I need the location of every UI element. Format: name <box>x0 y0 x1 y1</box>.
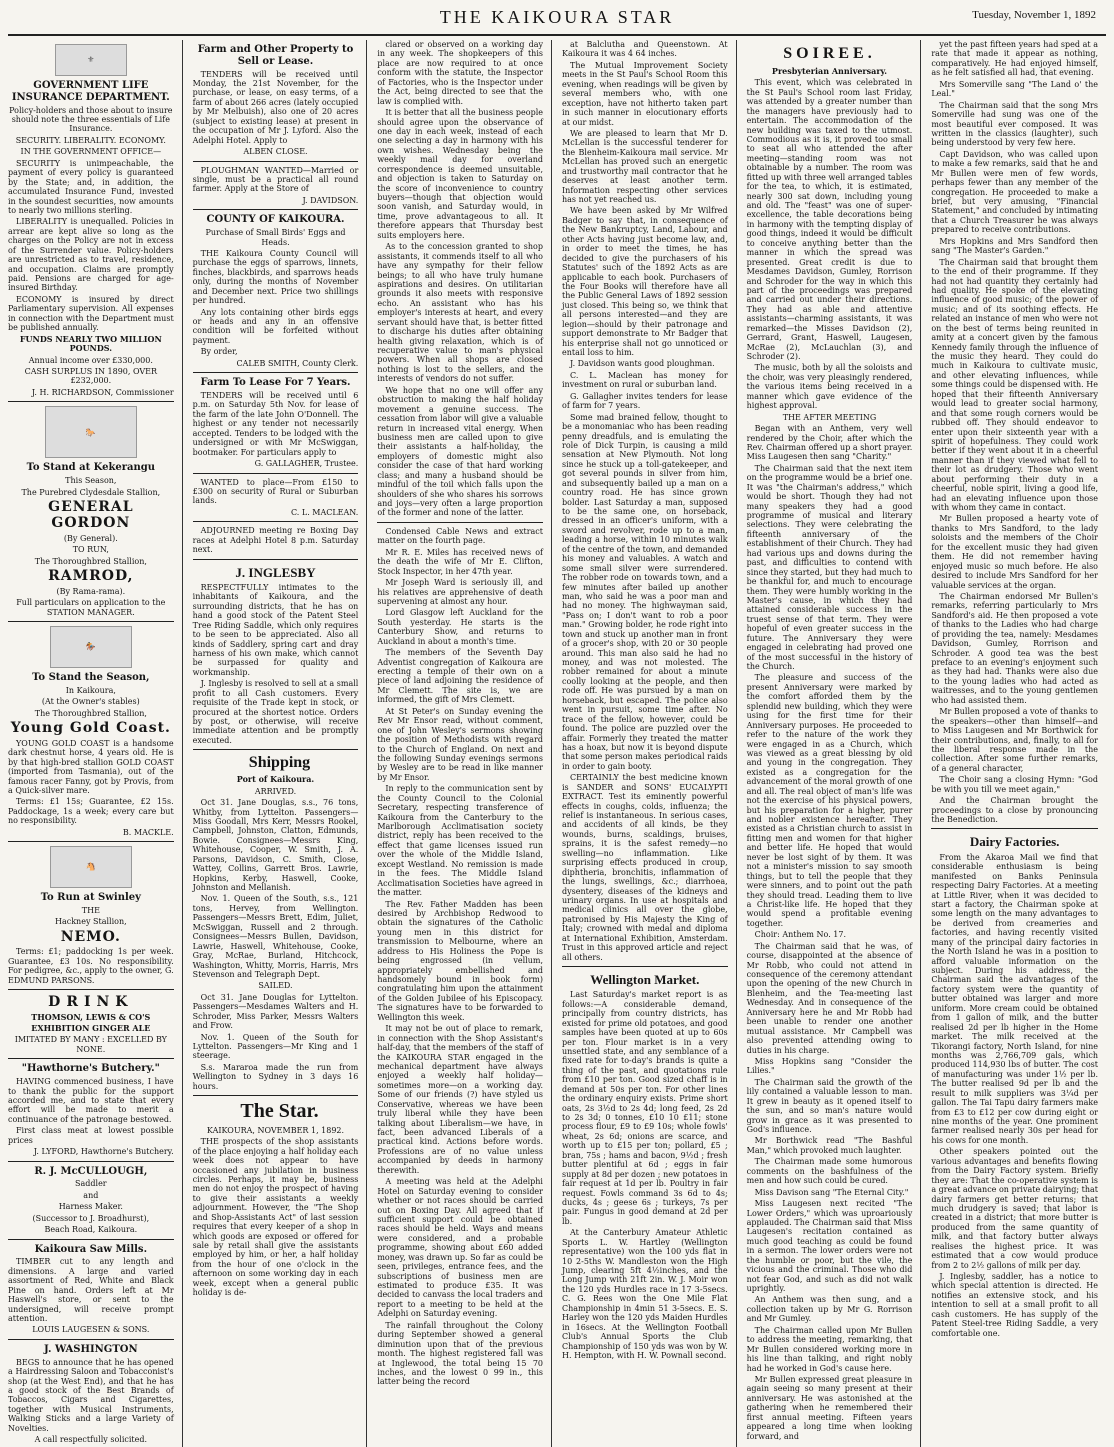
divider <box>8 841 174 842</box>
editorial-paragraph: As to the concession granted to shop assistants, it commends itself to all who have any sympathy for their fellow beings; to all who have truly humane aspirations and desires. On utilitarian grounds it also meets with responsive echo. An assistant who has his employer's interests at heart, and every servant should have that, is better fitted to discharge his duties after obtaining health giving relaxation, which is of recuperative value to man's physical powers. When all shops are closed nothing is lost to the sellers, and the interests of vendors do not suffer. <box>377 242 543 384</box>
ploughman-body: PLOUGHMAN WANTED—Married or single, must be a practical all round farmer. Apply at the Store of <box>192 165 359 194</box>
wellington-market-body: Last Saturday's market report is as follows:—A considerable demand, principally from country districts, has existed for prime old potatoes, and good samples have been quoted at up to 60s per ton. Flour market is in a very unsettled state, and any semblance of a fixed rate for to-day's brands is quite a thing of the past, and quotations rule from £10 per ton. Good sized chaff is in demand at 50s per ton. For other lines the ordinary enquiry exists. Prime short oats, 2s 3½d to 2s 4d; long feed, 2s 2d to 2s 3d; 0 tonnes, £10 10 £11; stone process flour, £9 to £9 10s; whole fowls' wheat, 2s 6d; onions are scarce, and worth up to £15 per ton; pollard, £5 ; bran, 75s ; hams and bacon, 9½d ; fresh butter plentiful at 6d ; eggs in fair supply at 8d per dozen ; new potatoes in fair request at 1d per lb. Poultry in fair request. Fowls command 3s 6d to 4s; ducks, 4s ; geese 6s ; turkeys, 7s per pair. Fungus in good demand at 2d per lb. <box>562 990 728 1226</box>
after-meeting-heading: THE AFTER MEETING <box>782 412 877 422</box>
ship-entry: Oct 31. Jane Douglas for Lyttelton. Passengers—Mesdames Walters and H. Schroder, Miss Parker, Messrs Walters and Frow. <box>192 992 359 1031</box>
to-run: TO RUN, <box>72 545 109 555</box>
news-item: Mr Joseph Ward is seriously ill, and his relatives are apprehensive of death supervening at almost any hour. <box>377 578 543 606</box>
saddler-title: Saddler <box>75 1179 107 1189</box>
stand2-breed: The Thoroughbred Stallion, <box>34 708 147 718</box>
ship-entry: Nov. 1. Queen of the South for Lyttelton. Passengers—Mr King and 1 steerage. <box>192 1032 359 1061</box>
soiree-paragraph: The Chairman said that he was, of course, disappointed at the absence of Mr Robb, who could not attend in consequence of the ceremony attendant upon the opening of the new Church in Blenheim, and the Tea-meeting last Wednesday. And in consequence of the Anniversary here he and Mr Robb had been unable to render one another mutual assistance. Mr Campbell was also prevented attending owing to duties in his charge. <box>746 941 913 1055</box>
thoroughbred-label: The Thoroughbred Stallion, <box>34 556 147 566</box>
divider <box>562 966 728 967</box>
county-signed: CALEB SMITH, County Clerk. <box>236 358 359 368</box>
ship-entry: Nov. 1. Queen of the South, s.s., 121 tons, Hervey, from Wellington. Passengers—Messrs Brett, Edim, Juliet, McSwiggan, Russell and 2 through. Consignees—Messrs Bullen, Davidson, Lawrie, Haswell, Whitehouse, Cooke, Gray, McRae, Burland, Hitchcock, Washington, Whitty, Morris, Harris, Mrs Stevenson and Telegraph Dept. <box>192 894 359 979</box>
shipping-sailed: SAILED. <box>258 981 293 991</box>
gov-income: Annual income over £330,000. <box>28 355 153 365</box>
hackney-horse-icon: 🐴 <box>50 846 132 888</box>
farm-body: TENDERS will be received until Monday, the 21st November, for the purchase, or lease, on easy terms, of a farm of about 266 acres (lately occupied by Mr Melbuish), also one of 20 acres (subject to existing lease) at present in the occupation of Mr J. Lyford. Also the Adelphi Hotel. Apply to <box>192 69 359 145</box>
news-item: CERTAINLY the best medicine known is SANDER and SONS' EUCALYPTI EXTRACT. Test its eminently powerful effects in coughs, colds, influenza; the relief is instantaneous. In serious cases, and accidents of all kinds, be they wounds, burns, scaldings, bruises, sprains, it is the safest remedy—no swelling—no inflammation. Like surprising effects produced in croup, diphtheria, bronchitis, inflammation of the lungs, swellings, &c.; diarrhoea, dysentery, diseases of the kidneys and urinary organs. In use at hospitals and medical clinics all over the globe, patronised by His Majesty the King of Italy; crowned with medal and diploma at International Exhibition, Amsterdam. Trust in this approved article and reject all others. <box>562 773 728 962</box>
clydesdale-horse-icon: 🐎 <box>45 406 137 458</box>
stand2-place: In Kaikoura, <box>65 685 116 695</box>
drink-heading: DRINK <box>48 994 134 1011</box>
news-item: J. Davidson wants good ploughman. <box>570 359 715 369</box>
editorial-paragraph: It is better that all the business people should agree upon the observance of one day in each week, instead of each one selecting a day in harmony with his own wishes. Wednesday being the weekly mail day for overland correspondence is deemed unsuitable, and objection is taken to Saturday on the score of inconvenience to country buyers—though that objection would soon vanish, and Saturday would, in time, prove advantageous to all. It therefore appears that Thursday best suits employers here. <box>377 108 543 240</box>
soiree-paragraph: The Chairman made some humorous comments on the bashfulness of the men and how such could be cured. <box>746 1157 913 1186</box>
divider <box>8 1161 174 1162</box>
county-by: By order, <box>200 347 238 357</box>
news-item: G. Gallagher invites tenders for lease of farm for 7 years. <box>562 391 728 411</box>
drink-motto: IMITATED BY MANY : EXCELLED BY NONE. <box>14 1035 167 1054</box>
county-body: THE Kaikoura County Council will purchase the eggs of sparrows, linnets, finches, blackbirds, and sparrows heads only, during the months of November and December next. Price two shillings per hundred. <box>192 248 359 306</box>
issue-date: Tuesday, November 1, 1892 <box>972 9 1096 21</box>
divider <box>193 161 359 162</box>
soiree-paragraph: And the Chairman brought the proceedings to a close by pronouncing the Benediction. <box>931 796 1098 824</box>
news-item: At St Peter's on Sunday evening the Rev Mr Ensor read, without comment, one of John Wesley's sermons showing the position of Methodists with regard to the Church of England. On next and the following Sunday evenings sermons by Wesley are to be read in like manner by Mr Ensor. <box>377 706 543 782</box>
newspaper-title: THE KAIKOURA STAR <box>439 6 675 27</box>
column-4 <box>562 40 737 1447</box>
dairy-factories-title: Dairy Factories. <box>969 834 1060 850</box>
soiree-paragraph: Miss Davison sang "The Eternal City." <box>754 1187 909 1197</box>
soiree-paragraph: Mr Bullen proposed a hearty vote of thanks to Mrs Sandford, to the lady soloists and the members of the Choir for the excellent music they had given them. He did not remember having enjoyed music so much before. He also desired to include Mrs Sandford for her valuable services at the organ. <box>931 514 1098 590</box>
royal-crest-icon: ⚜ <box>55 44 127 76</box>
news-item: Lord Glasgow left Auckland for the South yesterday. He starts is the Canterbury Show, and returns to Auckland in about a month's time. <box>377 608 543 646</box>
news-item: We are pleased to learn that Mr D. McLellan is the successful tenderer for the Blenheim-Kaikoura mail service. Mr McLellan has proved such an energetic and trustworthy mail contractor that he deserves at least another term. Information respecting other services has not yet reached us. <box>562 128 728 204</box>
divider <box>193 521 359 522</box>
saddler-address: Beach Road, Kaikoura. <box>44 1225 138 1235</box>
gov-insurance-subtitle: Policy-holders and those about to insure should note the three essentials of Life Insurance. <box>9 105 173 134</box>
divider <box>193 559 359 560</box>
soiree-paragraph: The Chairman said that the next item on the programme would be a brief one. It was "the Chairman's address," which would be short. Though they had not many speakers they had a good programme of musical and literary selections. They were celebrating the fifteenth anniversary of the establishment of their Church. They had had various ups and downs during the past, and difficulties to contend with since they started, but they had much to be thankful for, and much to encourage them. They were humbly working in the Master's cause, in which they had attained considerable success in the truest sense of that term. They were hopeful of even greater success in the future. The Anniversary they were engaged in celebrating had proved one of the most successful in the history of the Church. <box>746 463 913 671</box>
column-6 <box>931 40 1106 1447</box>
divider <box>8 401 174 402</box>
soiree-paragraph: Mrs Somerville sang "The Land o' the Leal." <box>931 79 1098 99</box>
farm-title: Farm and Other Property to Sell or Lease. <box>197 44 354 67</box>
gov-insurance-office: IN THE GOVERNMENT OFFICE— <box>20 147 162 157</box>
shipping-title: Shipping <box>248 754 311 772</box>
editorial-paragraph: clared or observed on a working day in any week. The shopkeepers of this place are now required to at once conform with the statute, the Inspector of Factories, who is the Inspector under the Act, being directed to see that the law is complied with. <box>377 40 543 106</box>
soiree-paragraph: The music, both by all the soloists and the choir, was very pleasingly rendered, the various items being received in a manner which gave evidence of the highest approval. <box>746 363 913 411</box>
divider <box>8 1058 174 1059</box>
news-item: The rainfall throughout the Colony during September showed a general diminution upon that of the previous month. The highest registered fall was at Inglewood, the total being 15 70 inches, and the lowest 0 99 in., this latter being the record <box>377 1320 543 1387</box>
news-item: We have been asked by Mr Wilfred Badger to say that, in consequence of the New Bankruptcy, Land, Labour, and other Acts having just become law, and, in order to meet the times, he has decided to give the purchasers of his Statutes' such of the 1892 Acts as are applicable to each book. Purchasers of the Four Books will therefore have all the Public General Laws of 1892 session just closed. This being so, we think that all persons interested—and they are legion—should by their patronage and support demonstrate to Mr Badger that his enterprise shall not go unnoticed or entail loss to him. <box>562 206 728 357</box>
wellington-market-title: Wellington Market. <box>590 972 700 987</box>
divider <box>193 749 359 750</box>
gov-insurance-motto: SECURITY. LIBERALITY. ECONOMY. <box>15 135 166 145</box>
gov-surplus: CASH SURPLUS IN 1890, OVER £232,000. <box>24 366 158 386</box>
washington-end: A call respectfully solicited. <box>34 1435 148 1445</box>
divider <box>8 621 174 622</box>
drink-product: EXHIBITION GINGER ALE <box>31 1023 151 1034</box>
nemo-name: NEMO. <box>60 928 121 945</box>
soiree-paragraph: Miss Laugesen next recited "The Lower Orders," which was uproariously applauded. The Chairman said that Miss Laugesen's recitation contained as much good teaching as could be found in a sermon. The lower orders were not the humble or poor, but the vile, the vicious and the criminal. Those who did not fear God, and such as did not walk uprightly. <box>746 1199 913 1293</box>
drink-firm: THOMSON, LEWIS & CO'S <box>31 1011 151 1022</box>
gov-economy: ECONOMY is insured by direct Parliamentary supervision. All expenses in connection with the Department must be published annually. <box>8 294 174 333</box>
lease-body: TENDERS will be received until 6 p.m. on Saturday 5th Nov. for lease of the farm of the late John O'Donnell. The highest or any tender not necessarily accepted. Tenders to be lodged with the undersigned or with Mr McSwiggan, bootmaker. For particulars apply to <box>192 391 359 457</box>
soiree-paragraph: Capt Davidson, who was called upon to make a few remarks, said that he and Mr Bullen were men of few words, perhaps fewer than any member of the congregation. He proceeded to make a brief, but very amusing, "Financial Statement," and concluded by intimating that a Church Treasurer he was always prepared to receive contributions. <box>931 149 1099 235</box>
ramrod-name: RAMROD, <box>48 568 134 585</box>
soiree-paragraph: Began with an Anthem, very well rendered by the Choir, after which the Rev. Chairman offered up a short prayer. Miss Laugesen then sang "Charity." <box>746 424 913 462</box>
butchery-body: HAVING commenced business, I have to thank the public for the support accorded me, and to state that every effort will be made to merit a continuance of the patronage bestowed. <box>8 1077 174 1124</box>
divider <box>193 372 359 373</box>
soiree-paragraph: Mrs Hopkins and Mrs Sandford then sang "The Master's Garden." <box>931 236 1098 256</box>
gov-funds: FUNDS NEARLY TWO MILLION POUNDS. <box>19 333 162 354</box>
news-item: Some mad brained fellow, thought to be a monomaniac who has been reading penny dreadfuls, and is emulating the role of Dick Turpin, is causing a mild sensation at New Plymouth. Not long since he stuck up a toll-gatekeeper, and got several pounds in silver from him, and subsequently bailed up a man on a country road. He has since grown bolder. Last Saturday a man, supposed to be the same one, on horseback, dressed in an officer's uniform, with a sword and revolver, rode up to a man, leading a horse, within 10 minutes walk of the centre of the town, and demanded his money and valuables. A watch and some small silver were surrendered. The robber rode on towards town, and a few minutes after bailed up another man, who said he was a poor man and had no money. The highwayman said, "Pass on; I don't want to rob a poor man." Growing bolder, he rode right into town and stuck up another man in front of a grocer's shop, with 20 or 30 people around. This man also said he had no money, and was not molested. The robber remained for about a minute coolly looking at the people, and then rode off. He was pursued by a man on horseback, but escaped. The police also went in pursuit, some time after. No trace of the fellow, however, could be found. The police are puzzled over the affair. Formerly they treated the matter has a hoax, but now it is beyond dispute that some person makes periodical raids in order to gain booty. <box>562 412 728 771</box>
saddler-and: and <box>83 1190 99 1200</box>
sawmills-body: TIMBER cut to any length and dimensions. A large and varied assortment of Red, White and Black Pine on hand. Orders left at Mr Haswell's store, or sent to the undersigned, will receive prompt attention. <box>8 1257 174 1324</box>
shipping-port: Port of Kaikoura. <box>236 774 315 785</box>
butchery-title: "Hawthorne's Butchery." <box>21 1063 160 1075</box>
soiree-paragraph: Choir: Anthem No. 17. <box>754 930 847 940</box>
sawmills-title: Kaikoura Saw Mills. <box>34 1243 148 1255</box>
divider <box>193 473 359 474</box>
ramrod-by: (By Rama-rama). <box>56 586 126 596</box>
athletics-body: At the Canterbury Amateur Athletic Sports L. W. Hartley (Wellington representative) won the 100 yds flat in 10 2-5ths W. Mandleston won the High Jump, clearing 5ft 4½inches, and the Long Jump with 21ft 2in. W. J. Moir won the 120 yds Hurdles race in 17 3-5secs. C. G. Rees won the One Mile Flat Championship in 4min 51 3-5secs. E. S. Harley won the 120 yds Maiden Hurdles in 16secs. At the Wellington Football Club's Annual Sports the Club Championship of 150 yds was won by W. H. Hempton, with H. W. Pownall second. <box>562 1228 728 1360</box>
news-item: In reply to the communication sent by the County Council to the Colonial Secretary, respecting transference of Kaikoura from the Canterbury to the Marlborough Acclimatisation society district, reply has been received to the effect that game licenses issued run over the whole of the Middle Island, except Westland. No remission is made in the fees. The Middle Island Acclimatisation Societies have agreed in the matter. <box>377 784 543 898</box>
county-subtitle: Purchase of Small Birds' Eggs and Heads. <box>205 228 346 247</box>
washington-body: BEGS to announce that he has opened a Hairdressing Saloon and Tobacconist's shop (at the West End), and that he has a good stock of the Best Brands of Tobaccos, Cigars and Cigarettes, together with Musical Instruments, Walking Sticks and a large Variety of Novelties. <box>8 1357 174 1433</box>
column-1 <box>8 40 183 1447</box>
inglesby-body: RESPECTFULLY intimates to the inhabitants of Kaikoura, and the surrounding districts, that he has on hand a good stock of the Patent Steel Tree Riding Saddle, which only requires to be seen to be appreciated. Also all kinds of Saddlery, spring cart and dray harness of his own make, which cannot be surpassed for quality and workmanship. <box>192 582 359 677</box>
soiree-paragraph: An Anthem was then sung, and a collection taken up by Mr G. Rorrison and Mr Gumley. <box>746 1295 913 1324</box>
sawmills-signed: LOUIS LAUGESEN & SONS. <box>32 1325 150 1335</box>
news-item: It may not be out of place to remark, in connection with the Shop Assistant's half-day, that the members of the staff of the KAIKOURA STAR engaged in the mechanical department have always enjoyed a weekly half holiday—sometimes more—on a working day. Some of our friends (?) have styled us Conservative, whereas we have been truly liberal while they have been talking about Liberalism—we have, in fact, been advanced Liberals of a practical kind. Actions before words. Professions are of no value unless accompanied by deeds in harmony therewith. <box>377 1024 543 1175</box>
column-3 <box>377 40 552 1447</box>
stand1-breed: The Purebred Clydesdale Stallion, <box>21 487 161 497</box>
ship-entry: Oct 31. Jane Douglas, s.s., 76 tons, Whitby, from Lyttelton. Passengers—Miss Goodall, Mrs Kerr, Messrs Rookel, Campbell, Johnston, Clatton, Edmunds, Bowie. Consignees—Messrs King, Whitehouse, Cooper, W. Smith, J. A. Parsons, Davidson, C. Smith, Close, Wattey, Collins, Garrett Bros. Lawrie, Hopkins, Kerby, Haswell, Cooke, Johnston and Mellanish. <box>192 798 359 893</box>
lease-signed: G. GALLAGHER, Trustee. <box>254 459 359 469</box>
divider <box>8 1239 174 1240</box>
stand1-season: This Season, <box>65 476 117 486</box>
soiree-paragraph: Miss Hopkins sang "Consider the Lilies." <box>746 1056 913 1076</box>
swinley-the: THE <box>81 905 100 915</box>
news-item: The Rev. Father Madden has been desired by Archbishop Redwood to obtain the signatures of the Catholic young men in this district for transmission to Melbourne, where an address to His Holiness the Pope is being engrossed (in vellum, appropriately embellished and handsomely bound in book form) congratulating him upon the attainment of the Golden Jubilee of his Episcopacy. The signatures have to be forwarded to Wellington this week. <box>377 899 543 1022</box>
star-editorial-title: The Star. <box>240 1100 319 1123</box>
star-dateline: KAIKOURA, NOVEMBER 1, 1892. <box>206 1125 345 1135</box>
swinley-title: To Run at Swinley <box>40 892 141 904</box>
inglesby-note: J. Inglesby, saddler, has a notice to which special attention is directed. He notifies an extensive stock, and his intention to sell at a small profit to all cash customers. He has supply of the Patent Steel-tree Riding Saddle, a very comfortable one. <box>931 1272 1098 1338</box>
editorial-paragraph: We hope that no one will offer any obstruction to making the half holiday movement a genuine success. The cessation from labor will give a valuable return in increased vital energy. When business men are called upon to give their assistants a half-holiday, the employers of domestic might also consider the case of that hard working class; and many a husband should be mindful of the toil which falls upon the shoulders of she who shares his sorrows and joys—very often a large proportion of the former and none of the latter. <box>377 385 543 518</box>
gov-liberality: LIBERALITY is unequalled. Policies in arrear are kept alive so long as the charges on the Policy are not in excess of the Surrender value. Policy-holders are unrestricted as to travel, residence, and occupation. Claims are promptly paid. Pensions are charged for age-insured Birthday. <box>8 217 174 293</box>
soiree-paragraph: This event, which was celebrated in the St Paul's School room last Friday, was attended by a greater number than the managers have previously had to entertain. The accommodation of the new building was taxed to the utmost. Commodious as it is, it proved too small to seat all who attended the after meeting—standing room was not obtainable by a number. The room was fitted up with three well arranged tables for the tea, to which, it is estimated, nearly 300 sat down, including young and old. The "feast" was one of super-excellence, the table decorations being in harmony with the tempting display of good things, indeed it would be difficult to conceive anything better than the manner in which the spread was presented. Great credit is due to Mesdames Davidson, Gumley, Rorrison and Schroder for the way in which this part of the proceedings was prepared and carried out under their directions. They had as able and attentive assistants—charming assistants, it was remarked—the Misses Davidson (2), Gerrard, Grant, Haswell, Laugesen, McRae (2), McLauchlan (3), and Schroder (2). <box>746 78 913 361</box>
washington-title: J. WASHINGTON <box>44 1343 138 1355</box>
soiree-title: SOIREE. <box>783 45 876 62</box>
shipping-arrived: ARRIVED. <box>254 786 297 796</box>
saddler-name: R. J. McCULLOUGH, <box>34 1165 148 1177</box>
stand1-title: To Stand at Kekerangu <box>26 462 156 474</box>
column-5 <box>747 40 922 1447</box>
soiree-paragraph: The Chairman called upon Mr Bullen to address the meeting, remarking, that Mr Bullen considered working more in his line than talking, and right nobly had he worked in God's cause here. <box>746 1325 913 1373</box>
stand1-by: (By General). <box>63 533 118 543</box>
news-item: Mr R. E. Miles has received news of the death the wife of Mr E. Clifton, Stock Inspector, in her 47th year. <box>377 547 543 576</box>
ship-entry: S.s. Mararoa made the run from Wellington to Sydney in 3 days 16 hours. <box>192 1062 359 1091</box>
saddler-harness: Harness Maker. <box>58 1202 123 1212</box>
divider <box>8 1339 174 1340</box>
stand1-name: GENERAL GORDON <box>48 498 134 532</box>
divider <box>8 989 174 990</box>
nemo-terms: Terms: £1; paddocking 1s per week. Guarantee, £3 10s. No responsibility. For pedigree, &c., apply to the owner, G. EDMUND PARSONS. <box>8 947 174 985</box>
racehorse-icon: 🏇 <box>50 626 132 668</box>
adjourned-body: ADJOURNED meeting re Boxing Day races at Adelphi Hotel 8 p.m. Saturday next. <box>192 526 359 555</box>
lease-title: Farm To Lease For 7 Years. <box>200 377 351 389</box>
divider <box>931 828 1098 829</box>
divider <box>193 209 359 210</box>
stand2-signed: B. MACKLE. <box>122 827 174 837</box>
gov-signed: J. H. RICHARDSON, Commissioner <box>31 387 174 397</box>
dairy-paragraph: Other speakers pointed out the various advantages and benefits flowing from the Dairy Factory system. Briefly they are: That the co-operative system is a great advance on private dairying; that dairy farmers get better returns; that much drudgery is saved; that labor is created in a district; that more butter is produced from the same quantity of milk, and that factory butter always realises the highest price. It was estimated that a cow would produce from 2 to 2½ gallons of milk per day. <box>931 1147 1098 1270</box>
soiree-paragraph: Mr Borthwick read "The Bashful Man," which provoked much laughter. <box>746 1136 913 1155</box>
stand2-owner: (At the Owner's stables) <box>41 697 140 707</box>
county-title: COUNTY OF KAIKOURA. <box>206 214 345 226</box>
swinley-stallion: Hackney Stallion, <box>54 917 127 927</box>
wanted-signed: C. L. MACLEAN. <box>290 507 359 517</box>
star-editorial-body: THE prospects of the shop assistants of the place enjoying a half holiday each week does not appear to have occasioned any jubilation in business circles. Perhaps, it may be, business men do not enjoy the prospect of having to give their assistants a weekly adjournment. However, the "The Shop and Shop-Assistants Act" of last session requires that every keeper of a shop in which goods are exposed or offered for sale by retail shall give the assistants employed by him, or her, a half holiday from the hour of one o'clock in the afternoon on some working day in each week, except when a general public holiday is de- <box>192 1137 359 1298</box>
butchery-signed: J. LYFORD, Hawthorne's Butchery. <box>33 1147 174 1157</box>
soiree-paragraph: Mr Bullen expressed great pleasure in again seeing so many present at their anniversary. He was astonished at the gathering when he remembered their first annual meeting. Fifteen years appeared a long time when looking forward, and <box>746 1374 913 1441</box>
stand2-terms: Terms: £1 15s; Guarantee, £2 15s. Paddockage, 1s a week; every care but no responsibility. <box>8 797 174 826</box>
masthead <box>8 0 1106 36</box>
soiree-paragraph: The Choir sang a closing Hymn: "God be with you till we meet again," <box>931 775 1098 794</box>
news-item: The Mutual Improvement Society meets in the St Paul's School Room this evening, when readings will be given by several members who, with one exception, have not hitherto taken part in such manner in elocutionary efforts at our midst. <box>562 60 728 127</box>
news-item: at Balclutha and Queenstown. At Kaikoura it was 4 64 inches. <box>562 40 728 59</box>
soiree-paragraph: Mr Bullen proposed a vote of thanks to the speakers—other than himself—and to Miss Laugesen and Mr Borthwick for their contributions, and, finally, to all for the liberal response made in the collection. After some further remarks, of a general character, <box>931 707 1098 773</box>
soiree-paragraph: The pleasure and success of the present Anniversary were marked by the comfort afforded them by the splendid new building, which they were using for the first time for their Anniversary purposes. He proceeded to refer to the nature of the work they were engaged in as a Church, which was viewed as a great blessing by old and young in the congregation. They existed as a congregation for the advancement of the moral growth of one and all. The real object of man's life was not the exercise of his physical powers, but his preparation for a higher, purer and nobler existence hereafter. They existed as a Christian church to assist in fitting men and women for that higher and better life. He hoped that would never be lost sight of by them. It was not a minister's mission to say smooth things, but to tell the people that they were sinners, and to point out the path they should tread. Leading them to live a Christ-like life. He hoped that they would spend a profitable evening together. <box>746 673 913 928</box>
stand2-body: YOUNG GOLD COAST is a handsome dark chestnut horse, 4 years old. He is by that high-bred stallion GOLD COAST (imported from Tasmania), out of the famous racer Fanny, got by Provis, from a Quick-silver mare. <box>8 738 174 795</box>
stand2-title: To Stand the Season, <box>32 672 150 684</box>
inglesby-title: J. INGLESBY <box>235 564 316 580</box>
soiree-subtitle: Presbyterian Anniversary. <box>771 65 888 76</box>
saddler-successor: (Successor to J. Broadhurst), <box>32 1213 150 1223</box>
divider <box>193 1095 359 1096</box>
soiree-paragraph: The Chairman endorsed Mr Bullen's remarks, referring particularly to Mrs Sandford's aid. He then proposed a vote of thanks to the Ladies who had charge of providing the tea, namely: Mesdames Davidson, Gumley, Rorrison and Schroder. A good tea was the best preface to an evening's enjoyment such as they had had. Thanks were also due to the young ladies who had acted as waitresses, and to the young gentlemen who had assisted them. <box>931 591 1098 705</box>
news-item: C. L. Maclean has money for investment on rural or suburban land. <box>562 370 728 390</box>
butchery-meat: First class meat at lowest possible prices <box>8 1126 174 1145</box>
inglesby-body-2: J. Inglesby is resolved to sell at a small profit to all Cash customers. Every requisite of the Trade kept in stock, or procured at the shortest notice. Orders by post, or otherwise, will receive immediate attention and be promptly executed. <box>192 679 359 745</box>
dairy-paragraph: From the Akaroa Mail we find that considerable enthusiasm is being manifested on Banks Peninsula respecting Dairy Factories. At a meeting at Little River, when it was decided to start a factory, the Chairman spoke at some length on the many advantages to be derived from creameries and factories, and having recently visited many of the principal dairy factories in the North Island he was in a position to afford valuable information on the subject. During his address, the Chairman said the advantages of the factory system were the quantity of butter obtained was larger and more uniform. More cream could be obtained from 1 gallon of milk, and the butter realised 2d per lb higher in the Home market. The milk received at the Tikorangi factory, North Island, for nine months was 2,766,709 gals, which produced 114,930 lbs of butter. The cost of manufacturing was under 1½ per lb. The butter realised 9d per lb and the result to milk suppliers was 3¼d per gallon. The Tai Tapu dairy farmers make from £3 to £12 per cow during eight or nine months of the year. One prominent farmer realised nearly 30s per head for his cows for one month. <box>931 852 1098 1145</box>
wanted-body: WANTED to place—From £150 to £300 on security of Rural or Suburban lands. <box>192 477 359 506</box>
farm-signed: ALBEN CLOSE. <box>243 147 308 157</box>
ploughman-signed: J. DAVIDSON. <box>302 195 359 205</box>
soiree-paragraph: The Chairman said that the song Mrs Somerville had sung was one of the most beautiful ever composed. It was written in the classics (laughter), such being understood by very few here. <box>931 100 1098 148</box>
news-item: The members of the Seventh Day Adventist congregation of Kaikoura are erecting a temple of their own on a piece of land adjoining the residence of Mr Clemett. The site is, we are informed, the gift of Mrs Clemett. <box>377 648 543 705</box>
soiree-paragraph: The Chairman said that brought them to the end of their programme. If they had not had quantity they certainly had had quality. He spoke of the elevating influence of good music; of the power of music; and of its soothing effects. He related an instance of men who were not on the best of terms being reunited in amity at a concert given by the famous Kennedy family through the influence of the music they heard. They could do much in Kaikoura to cultivate music, and other elevating influences, while some things could be dispensed with. He hoped that their fifteenth Anniversary would lead to greater social harmony, and that some rough corners would be rubbed off. They should endeavor to enter upon their sixteenth year with a spirit of hopefulness. They could work better if they went about it in a cheerful manner than if they viewed what fell to their lot as drudgery. Those who went about performing their duty in a cheerful, noble spirit, living a good life, had an elevating influence upon those with whom they came in contact. <box>931 257 1098 512</box>
gov-security: SECURITY is unimpeachable, the payment of every policy is guaranteed by the State; and, in addition, the accumulated Insurance Fund, invested in the soundest securities, now amounts to nearly two millions sterling. <box>8 158 174 215</box>
news-item: Condensed Cable News and extract matter on the fourth page. <box>377 526 543 546</box>
column-2 <box>193 40 368 1447</box>
soiree-paragraph: The Chairman said the growth of the lily contained a valuable lesson to man. It grew in beauty as it opened itself to the sun, and so man's nature would grow in grace as it was presented to God's influence. <box>746 1077 913 1134</box>
divider <box>377 522 543 523</box>
columns <box>8 36 1106 1445</box>
gov-insurance-title: GOVERNMENT LIFE INSURANCE DEPARTMENT. <box>11 80 170 103</box>
news-item: A meeting was held at the Adelphi Hotel on Saturday evening to consider whether or not races should be carried out on Boxing Day. All agreed that if sufficient support could be obtained races should be held. Ways and means were considered, and a probable programme, showing about £60 added money, was drawn up. So far as could be seen, privileges, entrance fees, and the subscriptions of business men are estimated to produce £35. It was decided to canvass the local traders and report to a meeting to be held at the Adelphi on Saturday evening. <box>377 1177 543 1319</box>
ramrod-info: Full particulars on application to the STATION MANAGER. <box>16 598 166 617</box>
stand2-name: Young Gold Coast. <box>10 720 171 737</box>
county-body-2: Any lots containing other birds eggs or heads and any in an offensive condition will be forfeited without payment. <box>192 307 359 345</box>
soiree-paragraph: yet the past fifteen years had sped at a rate that made it appear as nothing, comparatively. He had enjoyed himself, as he felt satisfied all had, that evening. <box>931 40 1098 78</box>
